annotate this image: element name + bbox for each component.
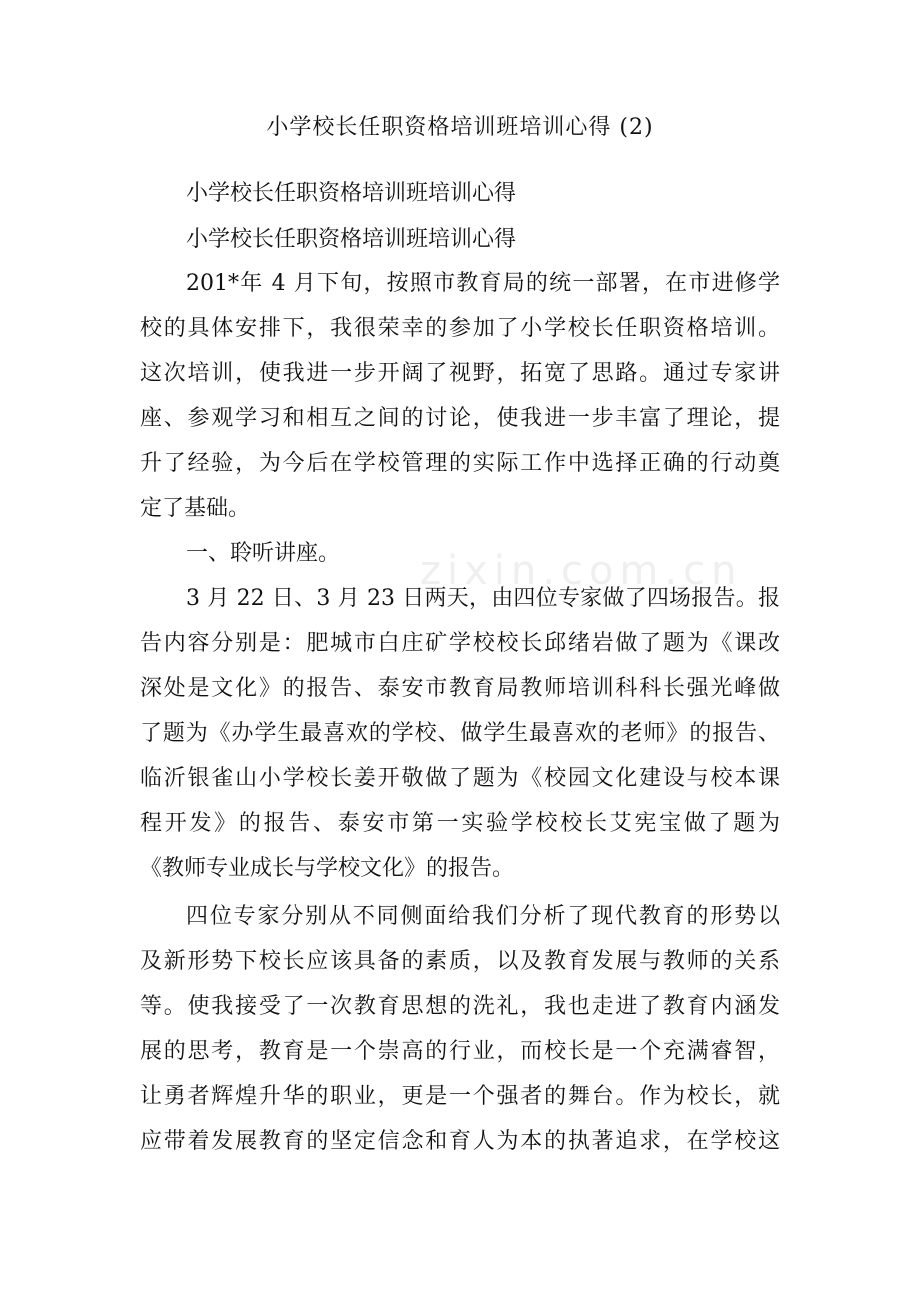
paragraph-2-line-2: 告内容分别是：肥城市白庄矿学校校长邱绪岩做了题为《课改: [140, 631, 780, 656]
document-title: 小学校长任职资格培训班培训心得 (2): [266, 115, 654, 140]
paragraph-1-line-2: 校的具体安排下，我很荣幸的参加了小学校长任职资格培训。: [140, 316, 780, 341]
paragraph-3-line-1: 四位专家分别从不同侧面给我们分析了现代教育的形势以: [186, 904, 780, 929]
paragraph-2-line-5: 临沂银雀山小学校长姜开敬做了题为《校园文化建设与校本课: [140, 766, 780, 791]
subtitle-line-1: 小学校长任职资格培训班培训心得: [186, 181, 517, 206]
paragraph-3-line-3: 等。使我接受了一次教育思想的洗礼，我也走进了教育内涵发: [140, 994, 780, 1019]
paragraph-1-line-6: 定了基础。: [140, 496, 251, 521]
paragraph-2-line-3: 深处是文化》的报告、泰安市教育局教师培训科科长强光峰做: [140, 676, 780, 701]
paragraph-3-line-2: 及新形势下校长应该具备的素质，以及教育发展与教师的关系: [140, 949, 780, 974]
subtitle-line-2: 小学校长任职资格培训班培训心得: [186, 227, 517, 252]
paragraph-3-line-5: 让勇者辉煌升华的职业，更是一个强者的舞台。作为校长，就: [140, 1084, 780, 1109]
paragraph-1-line-3: 这次培训，使我进一步开阔了视野，拓宽了思路。通过专家讲: [140, 361, 780, 386]
paragraph-3-line-6: 应带着发展教育的坚定信念和育人为本的执著追求，在学校这: [140, 1129, 780, 1154]
paragraph-2-line-4: 了题为《办学生最喜欢的学校、做学生最喜欢的老师》的报告、: [140, 721, 780, 746]
paragraph-1-line-5: 升了经验，为今后在学校管理的实际工作中选择正确的行动奠: [140, 451, 780, 476]
paragraph-2-line-6: 程开发》的报告、泰安市第一实验学校校长艾宪宝做了题为: [140, 811, 780, 836]
paragraph-3-line-4: 展的思考，教育是一个崇高的行业，而校长是一个充满睿智，: [140, 1039, 780, 1064]
paragraph-1-line-4: 座、参观学习和相互之间的讨论，使我进一步丰富了理论，提: [140, 406, 780, 431]
paragraph-1-line-1: 201*年 4 月下旬，按照市教育局的统一部署，在市进修学: [186, 271, 780, 296]
watermark-text: zixin.com.cn: [420, 548, 743, 594]
section-heading: 一、聆听讲座。: [186, 541, 341, 566]
paragraph-2-line-7: 《教师专业成长与学校文化》的报告。: [140, 856, 515, 881]
paragraph-2-line-1: 3 月 22 日、3 月 23 日两天，由四位专家做了四场报告。报: [186, 586, 780, 611]
